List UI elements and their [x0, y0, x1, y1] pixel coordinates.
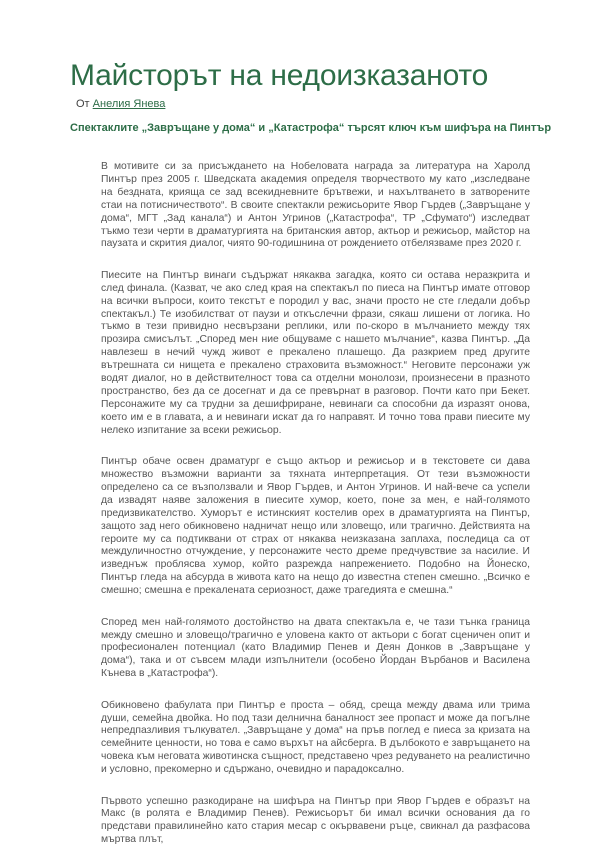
- paragraph: Обикновено фабулата при Пинтър е проста – обяд, среща между двама или трима души, семейна двойка. Но под тази делнична баналност зее пропаст и може да погълне непредпазливия тълкувател. „Завръщане у дома“ на пръв поглед е пиеса за кризата на семейните ценности, но това е само върхът на айсберга. В дълбокото е завръщането на човека към неговата животинска същност, представено чрез редуването на реалистично и условно, прекомерно и сдържано, очевидно и парадоксално.: [101, 699, 530, 776]
- paragraph: Пиесите на Пинтър винаги съдържат някаква загадка, която си остава неразкрита и след финала. (Казват, че ако след края на спектакъл по пиеса на Пинтър имате отговор на всички въпроси, които текстът е породил у вас, значи просто не сте гледали добър спектакъл.) Те изобилстват от паузи и откъслечни фрази, сякаш лишени от логика. Но тъкмо в тези привидно несвързани реплики, или по-скоро в мълчанието между тях прозира смисълът. „Според мен ние общуваме с нашето мълчание“, казва Пинтър. „Да навлезеш в нечий чужд живот е прекалено плашещо. Да разкрием пред другите вътрешната си нищета е прекалено страховита възможност.“ Неговите персонажи уж водят диалог, но в действителност това са отделни монолози, произнесени в празното пространство, без да се досегнат и да се превърнат в разговор. Почти като при Бекет. Персонажите му са трудни за дешифриране, невинаги са способни да изразят онова, което им е в главата, а и невинаги искат да го направят. И точно това прави пиесите му нелеко изпитание за всеки режисьор.: [101, 269, 530, 436]
- article: [70, 58, 552, 866]
- paragraph: Първото успешно разкодиране на шифъра на Пинтър при Явор Гърдев е образът на Макс (в ролята е Владимир Пенев). Режисьорът би имал всички основания да го представи правилинейно като стария месар с окървавени ръце, свикнал да разфасова мъртва плът,: [101, 795, 530, 846]
- article-subtitle: Спектаклите „Завръщане у дома“ и „Катастрофа“ търсят ключ към шифъра на Пинтър: [70, 122, 552, 134]
- paragraph: Според мен най-голямото достойнство на двата спектакъла е, че тази тънка граница между смешно и зловещо/трагично е уловена както от актьори с богат сценичен опит и професионален потенциал (като Владимир Пенев и Деян Донков в „Завръщане у дома“), така и от съвсем млади изпълнители (особено Йордан Върбанов и Василена Кънева в „Катастрофа“).: [101, 616, 530, 680]
- paragraph: В мотивите си за присъждането на Нобеловата награда за литература на Харолд Пинтър през 2005 г. Шведската академия определя творчеството му като „изследване на бездната, крияща се зад всекидневните брътвежи, и нахълтването в затворените стаи на потисничеството“. В своите спектакли режисьорите Явор Гърдев („Завръщане у дома“, МГТ „Зад канала“) и Антон Угринов („Катастрофа“, ТР „Сфумато“) изследват тъкмо тези черти в драматургията на британския автор, актьор и режисьор, майстор на паузата и скрития диалог, чиято 90-годишнина от рождението отбелязваме през 2020 г.: [101, 161, 530, 250]
- article-title: Майсторът на недоизказаното: [70, 59, 489, 92]
- author-link[interactable]: Анелия Янева: [92, 98, 166, 110]
- paragraph: Пинтър обаче освен драматург е също актьор и режисьор и в текстовете си дава множество възможни варианти за тяхната интерпретация. От тези възможности определено са се възползвали и Явор Гърдев, и Антон Угринов. И най-вече са успели да извадят наяве заложения в пиесите хумор, което, поне за мен, е най-голямото предизвикателство. Хуморът е истинският костелив орех в драматургията на Пинтър, защото зад него обикновено надничат нещо или зловещо, или трагично. Действията на героите му са подтиквани от страх от някаква неизказана заплаха, последица са от междуличностно отчуждение, у персонажите често дреме предчувствие за насилие. И изведнъж проблясва хумор, който разрежда напрежението. Подобно на Йонеско, Пинтър гледа на абсурда в живота като на нещо до известна степен смешно. „Всичко е смешно; смешна е прекалената сериозност, даже трагедията е смешна.“: [101, 456, 530, 597]
- byline-prefix: От: [76, 98, 90, 110]
- article-body: [70, 161, 530, 847]
- byline: [76, 98, 530, 110]
